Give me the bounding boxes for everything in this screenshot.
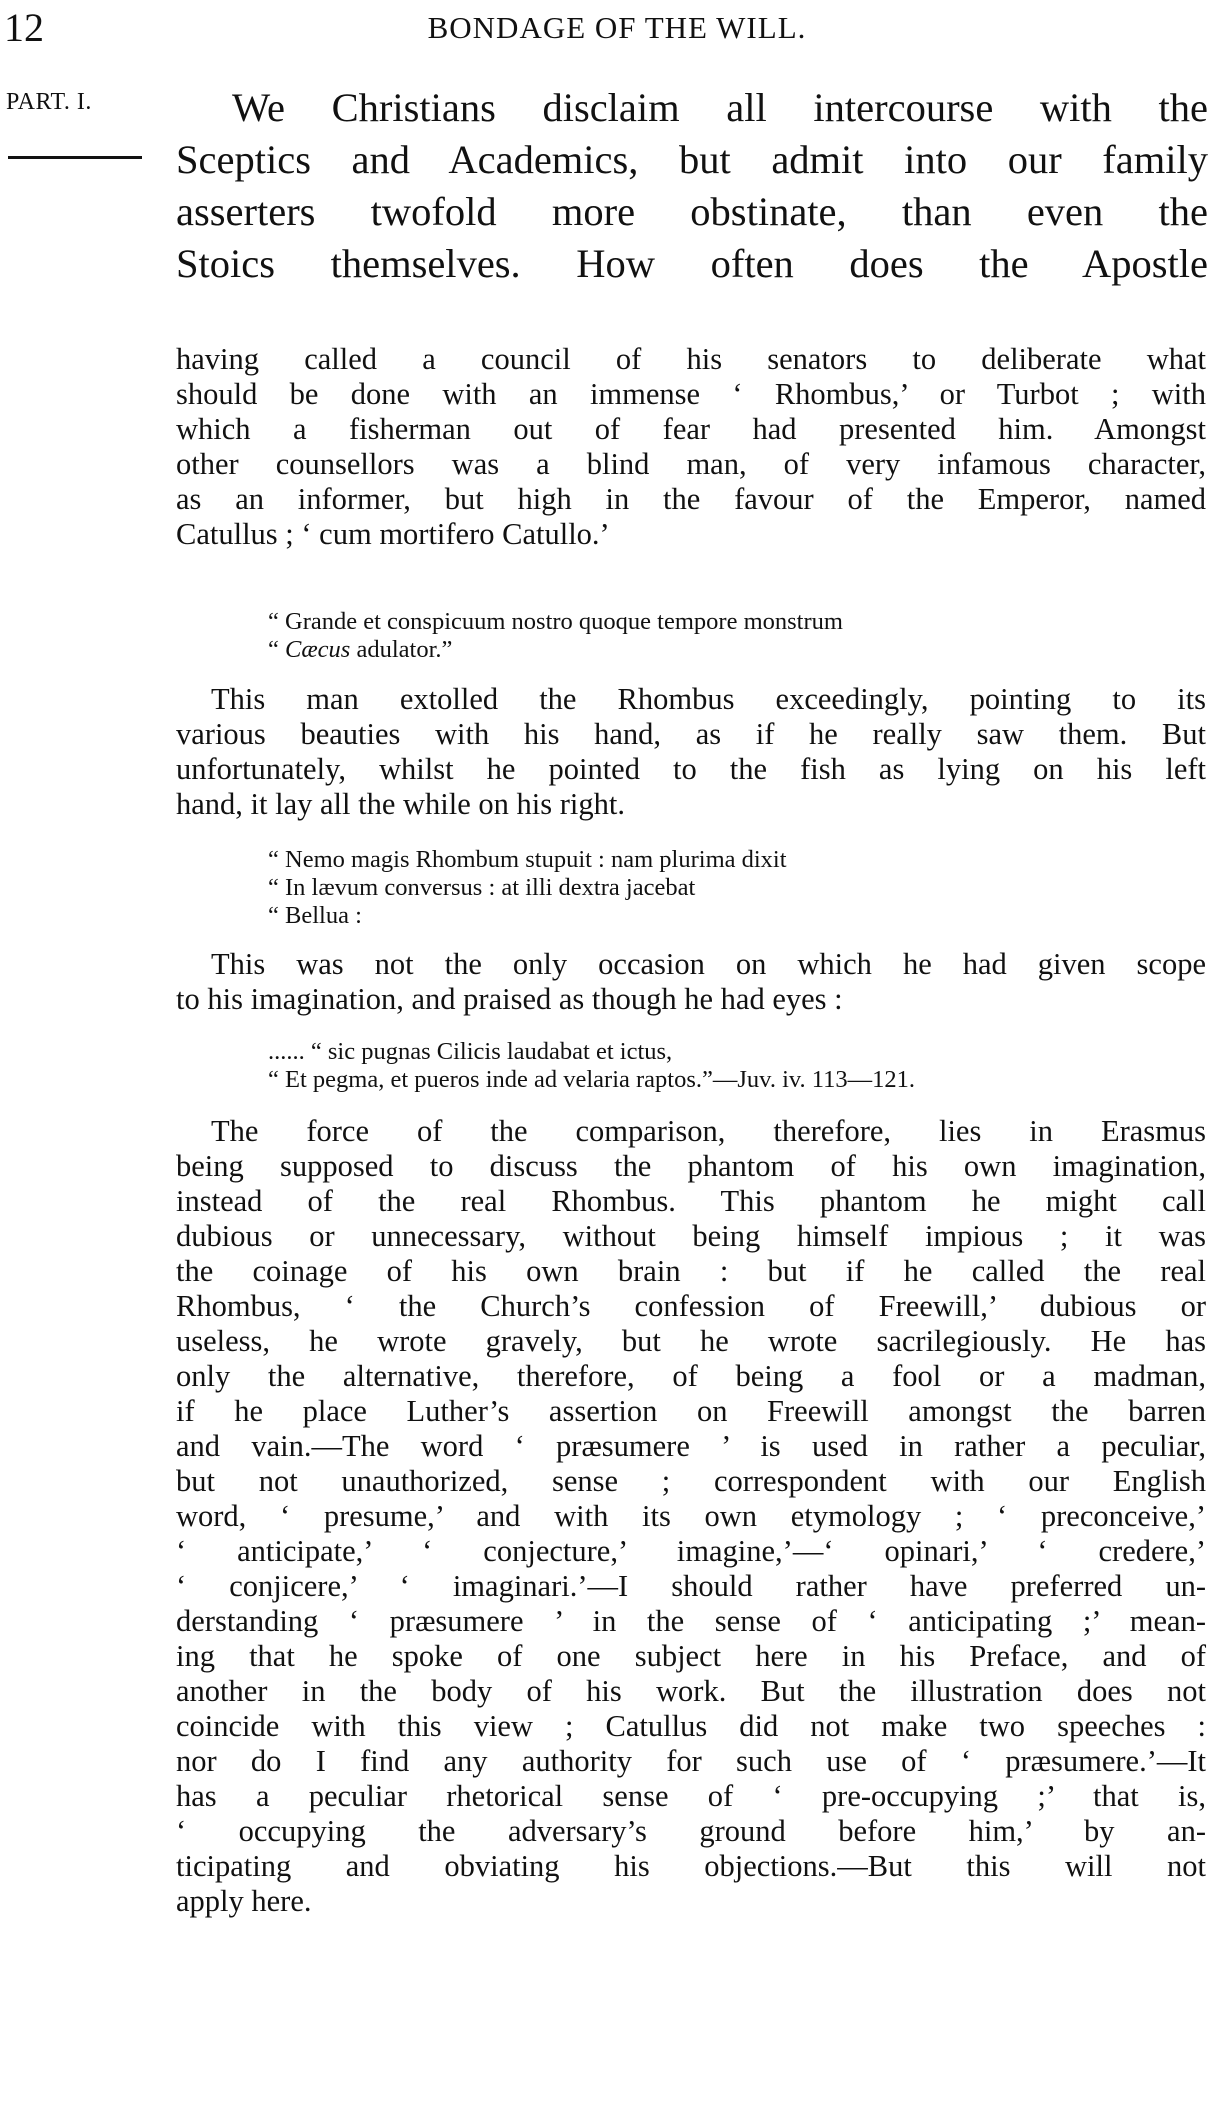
footnote-line: instead of the real Rhombus. This phantom he might call [176,1184,1206,1218]
verse-text: adulator.” [350,636,453,663]
verse-line: “ Grande et conspicuum nostro quoque tempore monstrum [268,608,843,635]
verse-text: “ [268,636,285,663]
main-line: asserters twofold more obstinate, than even the [176,189,1208,234]
main-line: We Christians disclaim all intercourse with the [232,85,1208,130]
verse-line: “ Nemo magis Rhombum stupuit : nam plurima dixit [268,846,787,873]
footnote-line: Rhombus, ‘ the Church’s confession of Freewill,’ dubious or [176,1289,1206,1323]
footnote-line: another in the body of his work. But the illustration does not [176,1674,1206,1708]
footnote-line: Catullus ; ‘ cum mortifero Catullo.’ [176,517,610,551]
footnote-line: if he place Luther’s assertion on Freewill amongst the barren [176,1394,1206,1428]
footnote-line: has a peculiar rhetorical sense of ‘ pre-occupying ;’ that is, [176,1779,1206,1813]
footnote-line: word, ‘ presume,’ and with its own etymology ; ‘ preconceive,’ [176,1499,1206,1533]
verse-italic-word: Cæcus [285,636,351,663]
footnote-line: but not unauthorized, sense ; correspondent with our English [176,1464,1206,1498]
verse-line: “ Bellua : [268,902,362,929]
footnote-line: being supposed to discuss the phantom of his own imagination, [176,1149,1206,1183]
footnote-line: The force of the comparison, therefore, lies in Erasmus [211,1114,1206,1148]
footnote-line: other counsellors was a blind man, of very infamous character, [176,447,1206,481]
verse-line [268,636,452,664]
main-line: Sceptics and Academics, but admit into our family [176,137,1208,182]
margin-rule [8,156,142,159]
footnote-line: only the alternative, therefore, of being a fool or a madman, [176,1359,1206,1393]
footnote-line: should be done with an immense ‘ Rhombus,’ or Turbot ; with [176,377,1206,411]
verse-line: “ Et pegma, et pueros inde ad velaria raptos.”—Juv. iv. 113—121. [268,1066,916,1093]
verse-line: “ In lævum conversus : at illi dextra jacebat [268,874,696,901]
verse-line: ...... “ sic pugnas Cilicis laudabat et ictus, [268,1038,673,1065]
footnote-line: to his imagination, and praised as though he had eyes : [176,982,843,1016]
footnote-line: hand, it lay all the while on his right. [176,787,625,821]
footnote-line: derstanding ‘ præsumere ’ in the sense of ‘ anticipating ;’ mean- [176,1604,1206,1638]
part-label: PART. I. [6,89,92,115]
main-line: Stoics themselves. How often does the Apostle [176,241,1208,286]
footnote-line: unfortunately, whilst he pointed to the fish as lying on his left [176,752,1206,786]
footnote-line: ticipating and obviating his objections.—But this will not [176,1849,1206,1883]
footnote-line: dubious or unnecessary, without being himself impious ; it was [176,1219,1206,1253]
page-number: 12 [4,5,44,50]
footnote-line: having called a council of his senators to deliberate what [176,342,1206,376]
footnote-line: as an informer, but high in the favour of the Emperor, named [176,482,1206,516]
footnote-line: the coinage of his own brain : but if he called the real [176,1254,1206,1288]
footnote-line: This was not the only occasion on which he had given scope [211,947,1206,981]
footnote-line: coincide with this view ; Catullus did not make two speeches : [176,1709,1206,1743]
footnote-line: ing that he spoke of one subject here in his Preface, and of [176,1639,1206,1673]
footnote-line: ‘ occupying the adversary’s ground before him,’ by an- [176,1814,1206,1848]
footnote-line: apply here. [176,1884,312,1918]
footnote-line: and vain.—The word ‘ præsumere ’ is used in rather a peculiar, [176,1429,1206,1463]
footnote-line: ‘ conjicere,’ ‘ imaginari.’—I should rather have preferred un- [176,1569,1206,1603]
running-title: BONDAGE OF THE WILL. [427,10,807,45]
footnote-line: which a fisherman out of fear had presented him. Amongst [176,412,1206,446]
footnote-line: This man extolled the Rhombus exceedingly, pointing to its [211,682,1206,716]
footnote-line: ‘ anticipate,’ ‘ conjecture,’ imagine,’—‘ opinari,’ ‘ credere,’ [176,1534,1206,1568]
footnote-line: various beauties with his hand, as if he really saw them. But [176,717,1206,751]
footnote-line: useless, he wrote gravely, but he wrote sacrilegiously. He has [176,1324,1206,1358]
footnote-line: nor do I find any authority for such use of ‘ præsumere.’—It [176,1744,1206,1778]
